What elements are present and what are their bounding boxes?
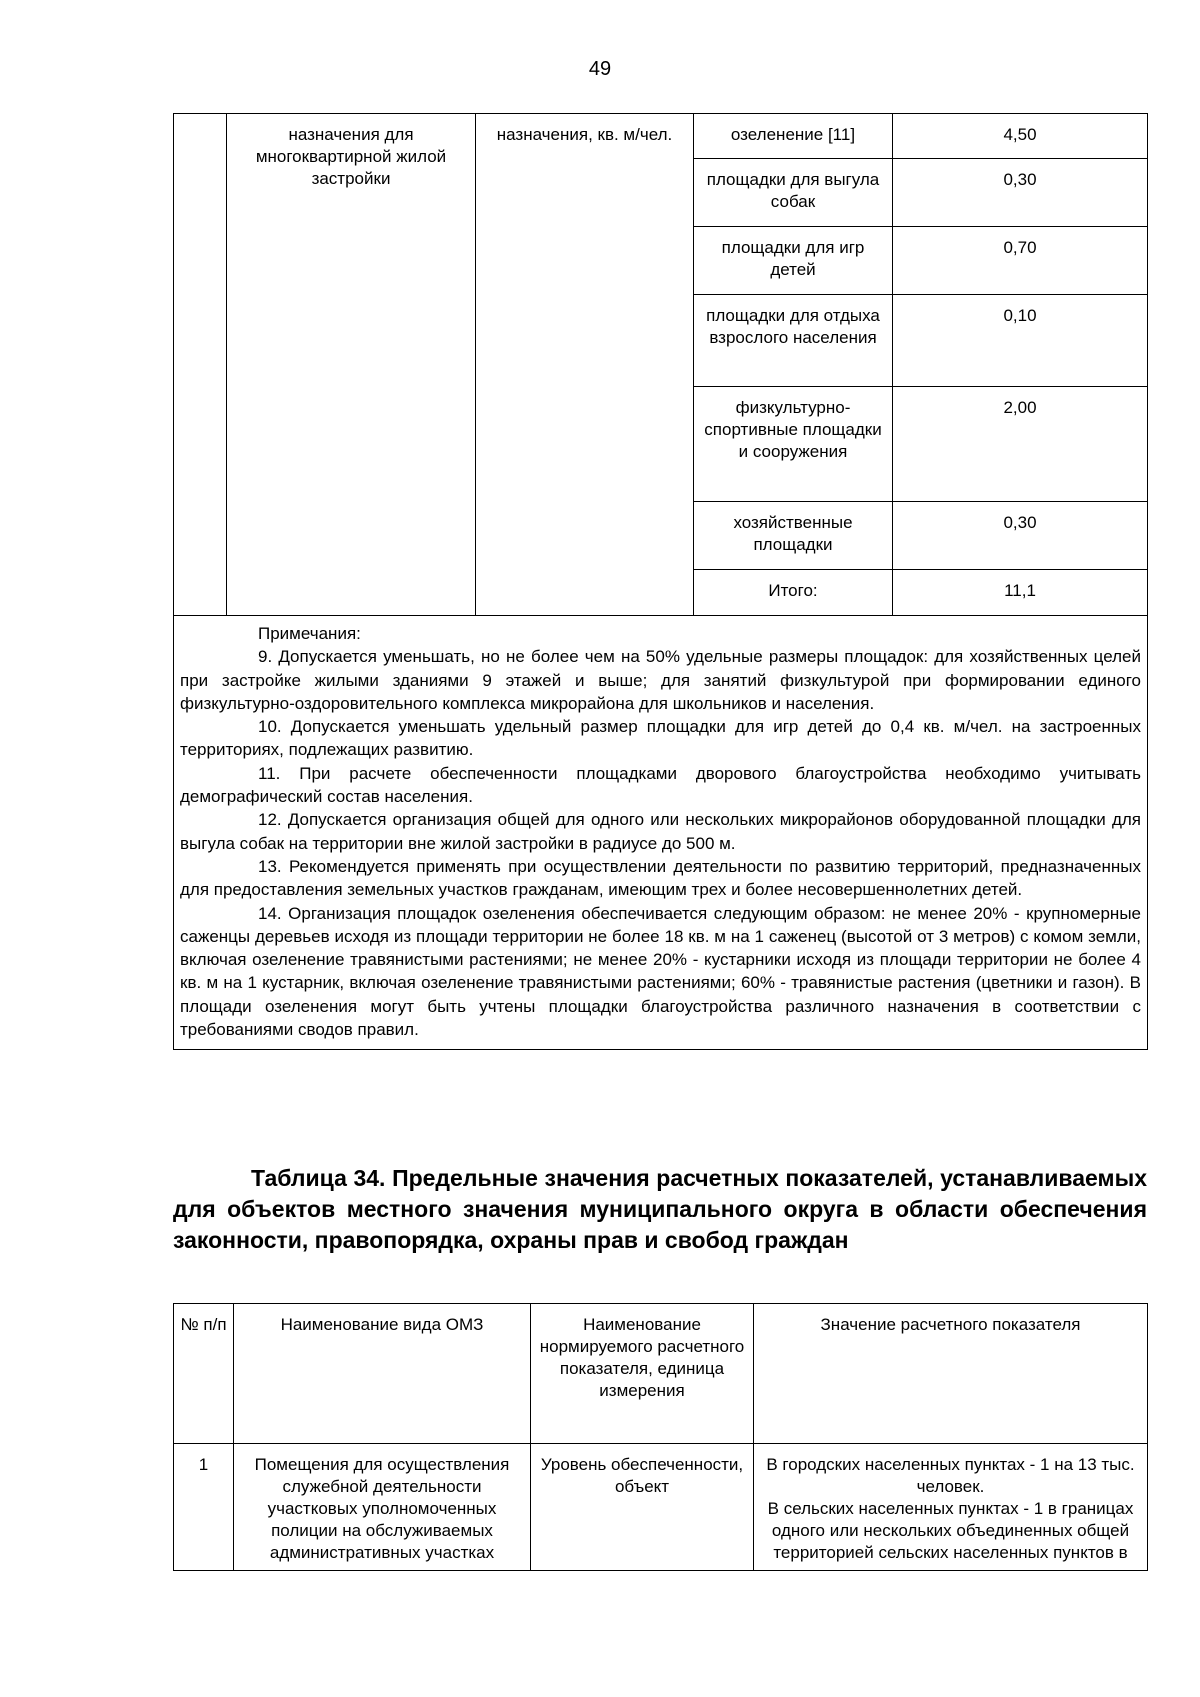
table-cell-object-type: назначения для многоквартирной жилой застройки	[227, 114, 476, 616]
header-cell-value: Значение расчетного показателя	[754, 1304, 1148, 1444]
table-cell-empty	[174, 114, 227, 616]
page-number: 49	[588, 58, 612, 80]
table-cell-area-name: хозяйственные площадки	[694, 502, 893, 570]
header-cell-object-type: Наименование вида ОМЗ	[234, 1304, 531, 1444]
table-cell-area-name: физкультурно-спортивные площадки и сооружения	[694, 387, 893, 502]
table-cell-value	[754, 1444, 1148, 1571]
table-cell-area-value: 2,00	[893, 387, 1148, 502]
table-cell-indicator: назначения, кв. м/чел.	[476, 114, 694, 616]
table-cell-object-type: Помещения для осуществления служебной деятельности участковых уполномоченных полиции на обслуживаемых административных участках	[234, 1444, 531, 1571]
table-cell-area-name: площадки для выгула собак	[694, 159, 893, 227]
value-line-urban: В городских населенных пунктах - 1 на 13 тыс. человек.	[766, 1455, 1135, 1496]
table-cell-area-value: 0,30	[893, 502, 1148, 570]
table-34-title: Таблица 34. Предельные значения расчетных показателей, устанавливаемых для объектов местного значения муниципального округа в области обеспечения законности, правопорядка, охраны прав и свобод граждан	[173, 1165, 1147, 1253]
table-notes	[174, 616, 1148, 1050]
header-cell-number: № п/п	[174, 1304, 234, 1444]
table-cell-area-value: 4,50	[893, 114, 1148, 159]
notes-title: Примечания:	[258, 624, 361, 643]
note-item: 9. Допускается уменьшать, но не более чем на 50% удельные размеры площадок: для хозяйственных целей при застройке жилыми зданиями 9 этажей и выше; для занятий физкультурой при формировании единого физкультурно-оздоровительного комплекса микрорайона для школьников и населения.	[180, 647, 1141, 713]
note-item: 10. Допускается уменьшать удельный размер площадки для игр детей до 0,4 кв. м/чел. на застроенных территориях, подлежащих развитию.	[180, 717, 1141, 760]
table-cell-area-value: 0,70	[893, 227, 1148, 295]
value-line-rural: В сельских населенных пунктах - 1 в границах одного или нескольких объединенных общей территорией сельских населенных пунктов в	[767, 1499, 1134, 1562]
table-cell-indicator: Уровень обеспеченности, объект	[531, 1444, 754, 1571]
table-cell-total-label: Итого:	[694, 570, 893, 616]
table-cell-area-name: озеленение [11]	[694, 114, 893, 159]
header-cell-indicator: Наименование нормируемого расчетного показателя, единица измерения	[531, 1304, 754, 1444]
table-cell-area-name: площадки для игр детей	[694, 227, 893, 295]
table-cell-area-value: 0,10	[893, 295, 1148, 387]
note-item: 11. При расчете обеспеченности площадками дворового благоустройства необходимо учитывать демографический состав населения.	[180, 763, 1141, 807]
table-cell-area-name: площадки для отдыха взрослого населения	[694, 295, 893, 387]
table-cell-total-value: 11,1	[893, 570, 1148, 616]
note-item: 13. Рекомендуется применять при осуществлении деятельности по развитию территорий, предназначенных для предоставления земельных участков гражданам, имеющим трех и более несовершеннолетних детей.	[180, 856, 1141, 900]
green-areas-table	[173, 113, 1148, 1050]
table-34	[173, 1303, 1148, 1571]
table-cell-number: 1	[174, 1444, 234, 1571]
note-item: 14. Организация площадок озеленения обеспечивается следующим образом: не менее 20% - крупномерные саженцы деревьев исходя из площади территории не более 18 кв. м на 1 саженец (высотой от 3 метров) с комом земли, включая озеленение травянистыми растениями; не менее 20% - кустарники исходя из площади территории не более 4 кв. м на 1 кустарник, включая озеленение травянистыми растениями; 60% - травянистые растения (цветники и газон). В площади озеленения могут быть учтены площадки благоустройства различного назначения в соответствии с требованиями сводов правил.	[180, 903, 1141, 1040]
table-cell-area-value: 0,30	[893, 159, 1148, 227]
note-item: 12. Допускается организация общей для одного или нескольких микрорайонов оборудованной площадки для выгула собак на территории вне жилой застройки в радиусе до 500 м.	[180, 810, 1141, 853]
